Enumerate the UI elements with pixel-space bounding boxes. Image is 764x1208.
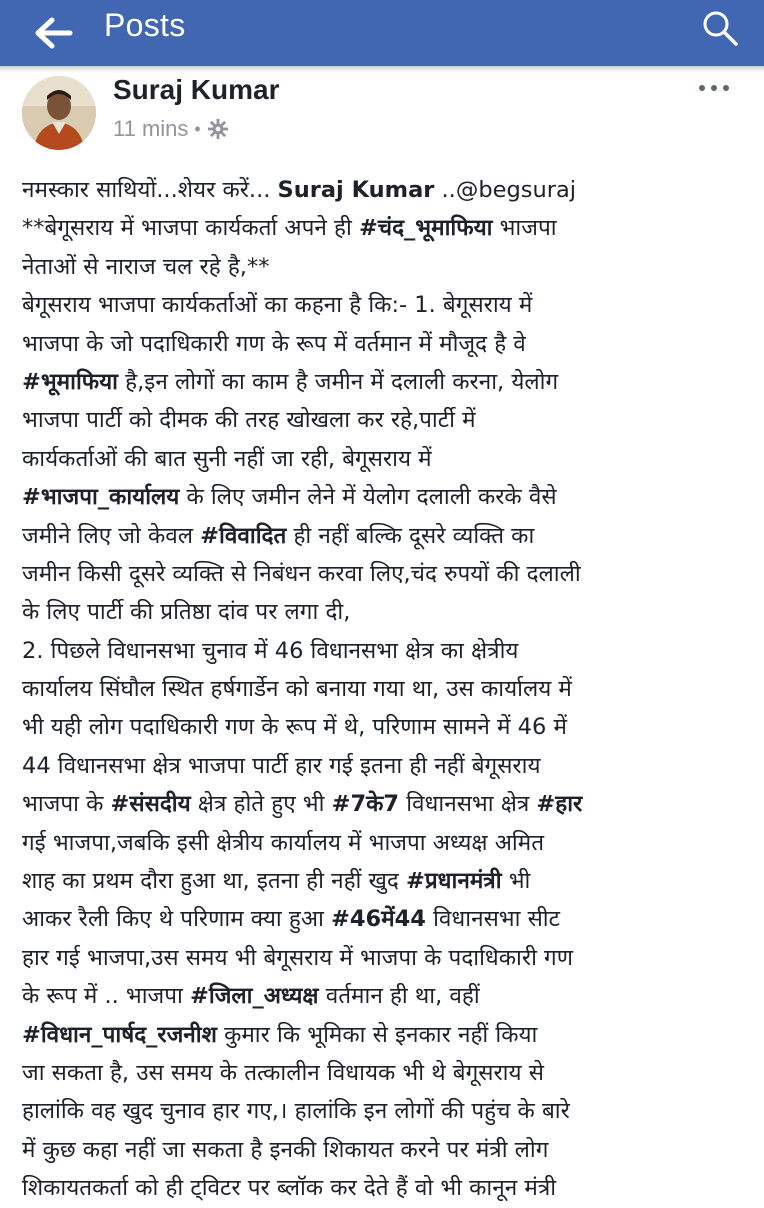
mention-link[interactable]: Suraj Kumar: [277, 177, 435, 203]
text-segment: जमीने लिए जो केवल: [22, 522, 201, 549]
text-segment: आकर रैली किए थे परिणाम क्या हुआ: [22, 906, 331, 933]
text-segment: गई भाजपा,जबकि इसी क्षेत्रीय कार्यालय में भाजपा अध्यक्ष अमित: [22, 829, 545, 856]
post-text-line: [22, 977, 756, 1015]
hashtag-link[interactable]: #प्रधानमंत्री: [406, 868, 502, 895]
text-segment: 44 विधानसभा क्षेत्र भाजपा पार्टी हार गई इतना ही नहीं बेगूसराय: [22, 752, 541, 779]
page-title: Posts: [104, 7, 186, 43]
post-text-line: [22, 209, 756, 247]
text-segment: विधानसभा क्षेत्र: [399, 791, 537, 818]
text-segment: भाजपा के: [22, 791, 111, 818]
post-text-line: [22, 363, 756, 401]
post-text-line: [22, 785, 756, 823]
gear-icon: [207, 118, 229, 140]
text-segment: भाजपा के जो पदाधिकारी गण के रूप में वर्तमान में मौजूद है वे: [22, 330, 526, 357]
post-text-line: [22, 1092, 756, 1130]
post-text-line: [22, 1054, 756, 1092]
post-text-line: [22, 1016, 756, 1054]
hashtag-link[interactable]: #जिला_अध्यक्ष: [190, 983, 319, 1010]
post-meta: [113, 116, 229, 142]
text-segment: में कुछ कहा नहीं जा सकता है इनकी शिकायत करने पर मंत्री लोग: [22, 1136, 549, 1163]
post-text-line: [22, 286, 756, 324]
post-text-line: [22, 900, 756, 938]
text-segment: के लिए पार्टी की प्रतिष्ठा दांव पर लगा दी,: [22, 599, 351, 626]
text-segment: है,इन लोगों का काम है जमीन में दलाली करना, येलोग: [118, 368, 559, 395]
post-text-line: [22, 708, 756, 746]
hashtag-link[interactable]: #भूमाफिया: [22, 368, 119, 395]
post-text-line: [22, 325, 756, 363]
text-segment: **बेगूसराय में भाजपा कार्यकर्ता अपने ही: [22, 215, 359, 242]
post-text: [22, 171, 756, 1208]
header-divider: [0, 66, 764, 72]
avatar[interactable]: [22, 76, 96, 150]
post-text-line: [22, 555, 756, 593]
post-text-line: [22, 517, 756, 555]
text-segment: शिकायतकर्ता को ही ट्विटर पर ब्लॉक कर देते हैं वो भी कानून मंत्री: [22, 1175, 557, 1202]
post-text-line: [22, 248, 756, 286]
post-text-line: [22, 440, 756, 478]
profile-photo-icon: [22, 76, 96, 150]
hashtag-link[interactable]: #7के7: [331, 791, 400, 818]
hashtag-link[interactable]: #विधान_पार्षद_रजनीश: [22, 1021, 217, 1048]
text-segment: विधानसभा सीट: [425, 906, 560, 933]
arrow-left-icon[interactable]: [34, 15, 74, 51]
text-segment: कुमार कि भूमिका से इनकार नहीं किया: [216, 1021, 538, 1048]
hashtag-link[interactable]: #संसदीय: [110, 791, 191, 818]
text-segment: क्षेत्र होते हुए भी: [190, 791, 332, 818]
text-segment: के लिए जमीन लेने में येलोग दलाली करके वैसे: [179, 484, 557, 511]
post-text-line: [22, 171, 756, 209]
hashtag-link[interactable]: #चंद_भूमाफिया: [358, 215, 493, 242]
post-text-line: [22, 401, 756, 439]
post-text-line: [22, 1131, 756, 1169]
text-segment: कार्यालय सिंघौल स्थित हर्षगार्डेन को बनाया गया था, उस कार्यालय में: [22, 676, 572, 703]
post-text-line: [22, 478, 756, 516]
more-dots-icon[interactable]: [694, 78, 734, 98]
author-name[interactable]: Suraj Kumar: [113, 74, 280, 105]
text-segment: शाह का प्रथम दौरा हुआ था, इतना ही नहीं खुद: [22, 868, 407, 895]
text-segment: बेगूसराय भाजपा कार्यकर्ताओं का कहना है कि:- 1. बेगूसराय में: [22, 292, 533, 319]
text-segment: वर्तमान ही था, वहीं: [318, 983, 480, 1010]
text-segment: हालांकि वह खुद चुनाव हार गए,। हालांकि इन लोगों की पहुंच के बारे: [22, 1098, 570, 1125]
text-segment: भी: [501, 868, 531, 895]
text-segment: हार गई भाजपा,उस समय भी बेगूसराय में भाजपा के पदाधिकारी गण: [22, 944, 573, 971]
text-segment: जा सकता है, उस समय के तत्कालीन विधायक भी थे बेगूसराय से: [22, 1059, 544, 1086]
text-segment: कार्यकर्ताओं की बात सुनी नहीं जा रही, बेगूसराय में: [22, 445, 432, 472]
post-text-line: [22, 939, 756, 977]
hashtag-link[interactable]: #46में44: [330, 906, 426, 933]
post-text-line: [22, 824, 756, 862]
post-text-line: [22, 1169, 756, 1207]
text-segment: 2. पिछले विधानसभा चुनाव में 46 विधानसभा क्षेत्र का क्षेत्रीय: [22, 637, 519, 664]
text-segment: के रूप में .. भाजपा: [22, 983, 191, 1010]
text-segment: जमीन किसी दूसरे व्यक्ति से निबंधन करवा लिए,चंद रुपयों की दलाली: [22, 560, 581, 587]
text-segment: भाजपा पार्टी को दीमक की तरह खोखला कर रहे,पार्टी में: [22, 407, 476, 434]
text-segment: नमस्कार साथियों...शेयर करें...: [22, 177, 278, 203]
separator-dot: •: [194, 118, 201, 139]
text-segment: ..@begsuraj: [434, 177, 577, 203]
hashtag-link[interactable]: #भाजपा_कार्यालय: [22, 484, 180, 511]
hashtag-link[interactable]: #हार: [536, 791, 583, 818]
text-segment: भाजपा: [492, 215, 557, 242]
text-segment: ही नहीं बल्कि दूसरे व्यक्ति का: [286, 522, 535, 549]
search-icon[interactable]: [700, 8, 740, 48]
text-segment: नेताओं से नाराज चल रहे है,**: [22, 253, 270, 280]
post-text-line: [22, 593, 756, 631]
top-app-bar: [0, 0, 764, 66]
post-text-line: [22, 670, 756, 708]
post-text-line: [22, 632, 756, 670]
post-timestamp[interactable]: 11 mins: [113, 116, 189, 141]
hashtag-link[interactable]: #विवादित: [200, 522, 287, 549]
post-text-line: [22, 862, 756, 900]
post-text-line: [22, 747, 756, 785]
text-segment: भी यही लोग पदाधिकारी गण के रूप में थे, परिणाम सामने में 46 में: [22, 714, 567, 741]
